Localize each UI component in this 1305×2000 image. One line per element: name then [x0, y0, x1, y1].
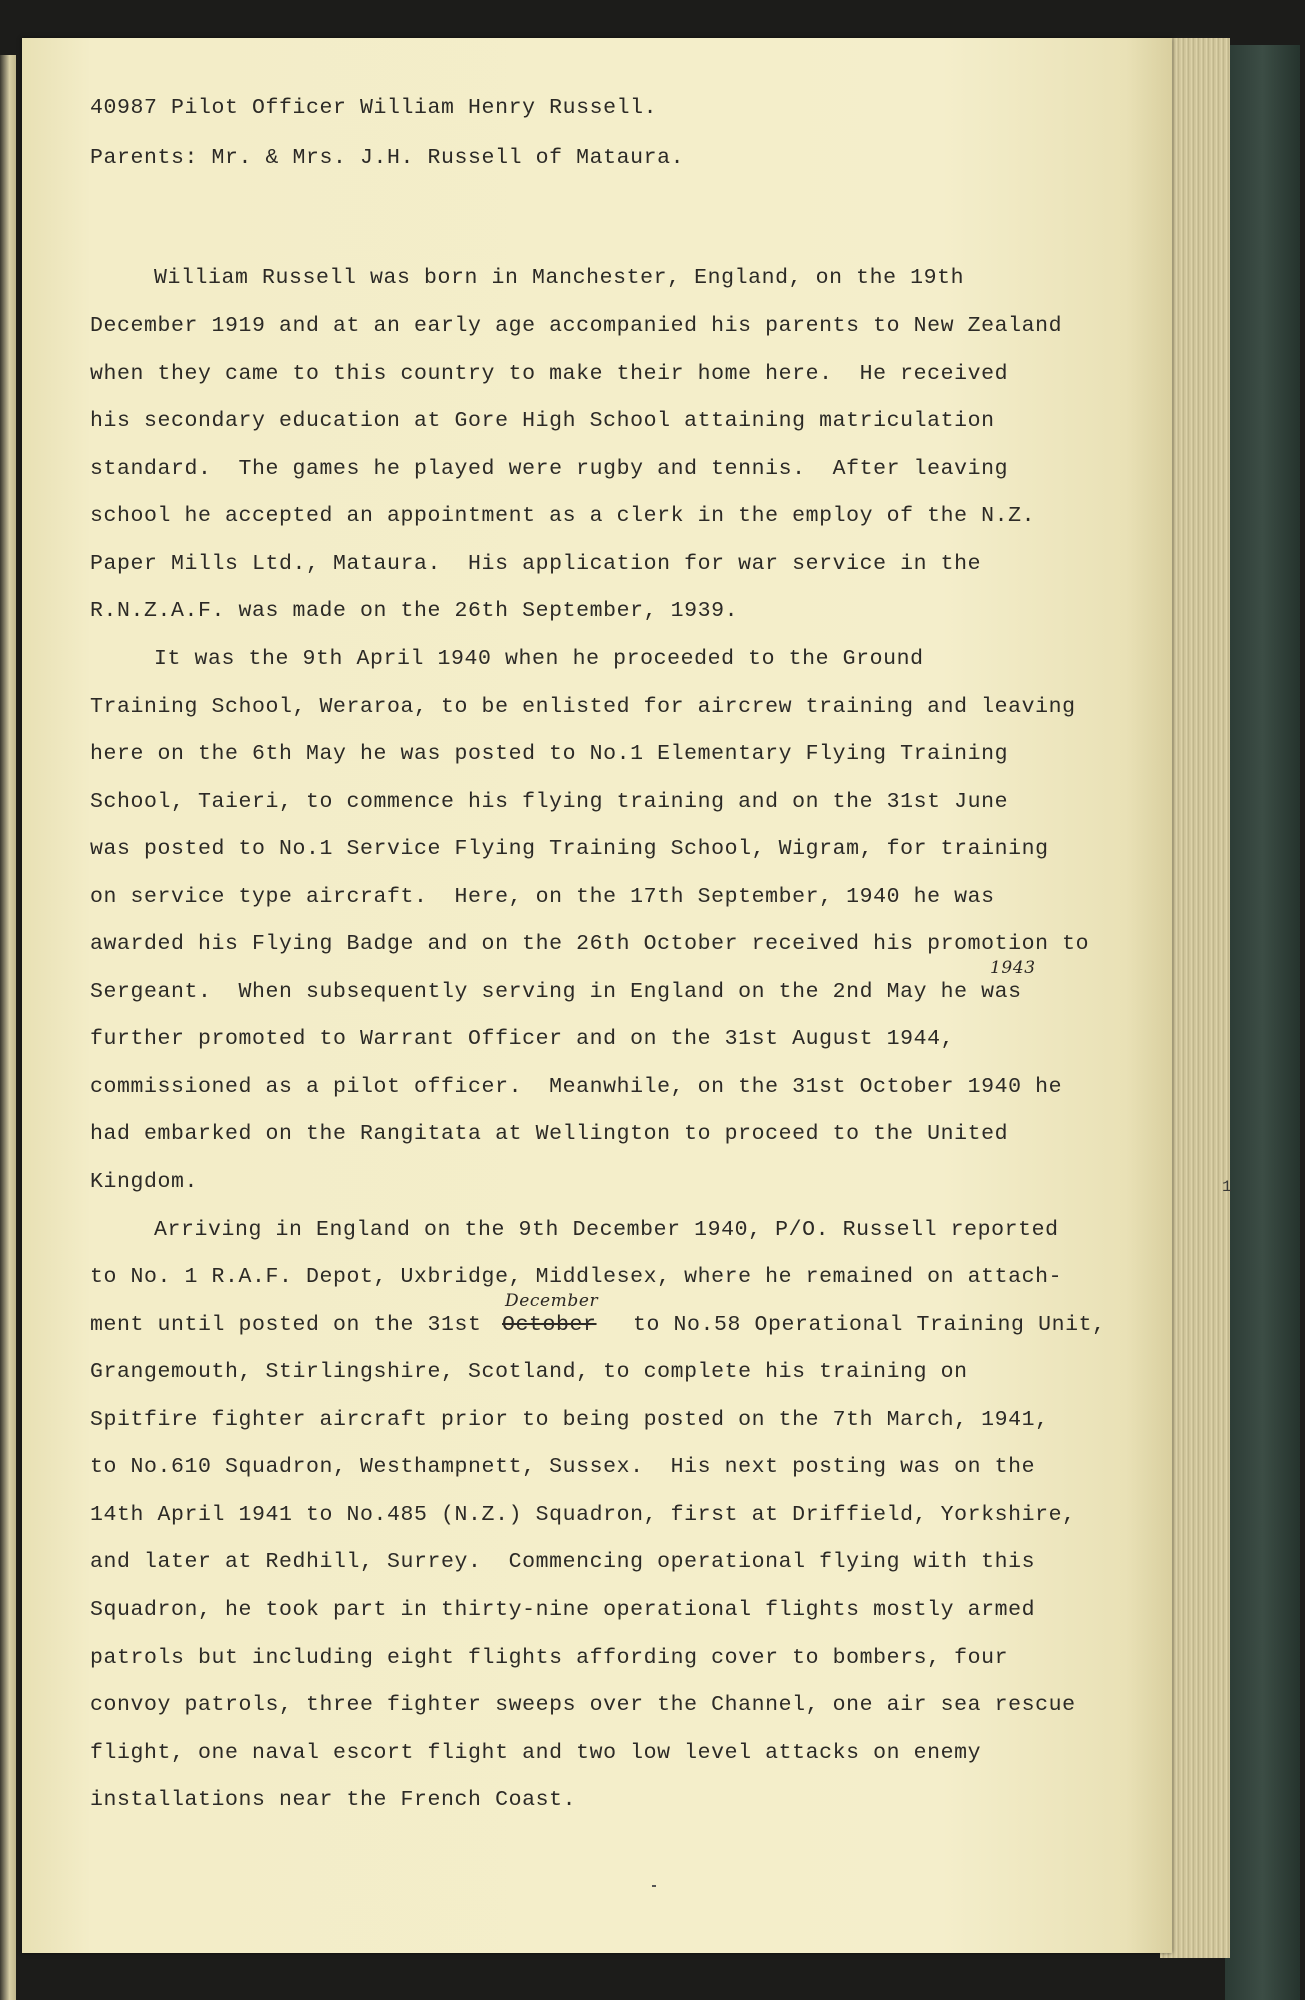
- body-line: his secondary education at Gore High School attaining matriculation: [90, 409, 995, 433]
- body-line: school he accepted an appointment as a clerk in the employ of the N.Z.: [90, 504, 1036, 528]
- book-cover-edge: [1225, 45, 1300, 2000]
- body-line: to No.58 Operational Training Unit,: [633, 1313, 1106, 1337]
- body-line: on service type aircraft. Here, on the 17th September, 1940 he was: [90, 885, 995, 909]
- body-line: December 1919 and at an early age accompanied his parents to New Zealand: [90, 314, 1063, 338]
- body-line: It was the 9th April 1940 when he proceeded to the Ground: [154, 647, 924, 671]
- body-line: to No.610 Squadron, Westhampnett, Sussex. His next posting was on the: [90, 1455, 1036, 1479]
- body-line: Paper Mills Ltd., Mataura. His application for war service in the: [90, 552, 982, 576]
- body-line: and later at Redhill, Surrey. Commencing operational flying with this: [90, 1550, 1036, 1574]
- body-line: patrols but including eight flights affording cover to bombers, four: [90, 1646, 1009, 1670]
- body-line: Grangemouth, Stirlingshire, Scotland, to complete his training on: [90, 1360, 968, 1384]
- body-line: Kingdom.: [90, 1170, 199, 1194]
- body-line: when they came to this country to make their home here. He received: [90, 362, 1009, 386]
- body-line: William Russell was born in Manchester, England, on the 19th: [154, 266, 965, 290]
- body-line: 14th April 1941 to No.485 (N.Z.) Squadron, first at Driffield, Yorkshire,: [90, 1503, 1076, 1527]
- body-line: Training School, Weraroa, to be enlisted for aircrew training and leaving: [90, 695, 1076, 719]
- body-line: Spitfire fighter aircraft prior to being posted on the 7th March, 1941,: [90, 1408, 1049, 1432]
- body-line: School, Taieri, to commence his flying training and on the 31st June: [90, 790, 1009, 814]
- body-line: ment until posted on the 31st: [90, 1313, 482, 1337]
- struck-word: October: [502, 1313, 597, 1337]
- body-line: was posted to No.1 Service Flying Training School, Wigram, for training: [90, 837, 1049, 861]
- body-line: Squadron, he took part in thirty-nine operational flights mostly armed: [90, 1598, 1036, 1622]
- body-line: further promoted to Warrant Officer and on the 31st August 1944,: [90, 1027, 955, 1051]
- body-line: Arriving in England on the 9th December 1940, P/O. Russell reported: [154, 1218, 1059, 1242]
- left-page-edge: [0, 55, 16, 2000]
- body-line: awarded his Flying Badge and on the 26th October received his promotion to: [90, 932, 1090, 956]
- header-title: 40987 Pilot Officer William Henry Russell.: [90, 96, 658, 120]
- header-parents: Parents: Mr. & Mrs. J.H. Russell of Mataura.: [90, 146, 685, 170]
- body-line: installations near the French Coast.: [90, 1788, 577, 1812]
- body-line: Sergeant. When subsequently serving in England on the 2nd May he was: [90, 980, 1022, 1004]
- body-line: convoy patrols, three fighter sweeps over the Channel, one air sea rescue: [90, 1693, 1076, 1717]
- margin-mark: 1: [1222, 1178, 1232, 1196]
- body-line: commissioned as a pilot officer. Meanwhile, on the 31st October 1940 he: [90, 1075, 1063, 1099]
- body-line: R.N.Z.A.F. was made on the 26th September, 1939.: [90, 599, 739, 623]
- body-line: to No. 1 R.A.F. Depot, Uxbridge, Middlesex, where he remained on attach-: [90, 1265, 1063, 1289]
- handwritten-month-correction: December: [505, 1291, 599, 1311]
- page-mark: [652, 1885, 656, 1887]
- handwritten-year-insert: 1943: [990, 958, 1036, 978]
- body-line: flight, one naval escort flight and two low level attacks on enemy: [90, 1741, 982, 1765]
- body-line: had embarked on the Rangitata at Wellington to proceed to the United: [90, 1122, 1009, 1146]
- body-line: standard. The games he played were rugby and tennis. After leaving: [90, 457, 1009, 481]
- body-line: here on the 6th May he was posted to No.1 Elementary Flying Training: [90, 742, 1009, 766]
